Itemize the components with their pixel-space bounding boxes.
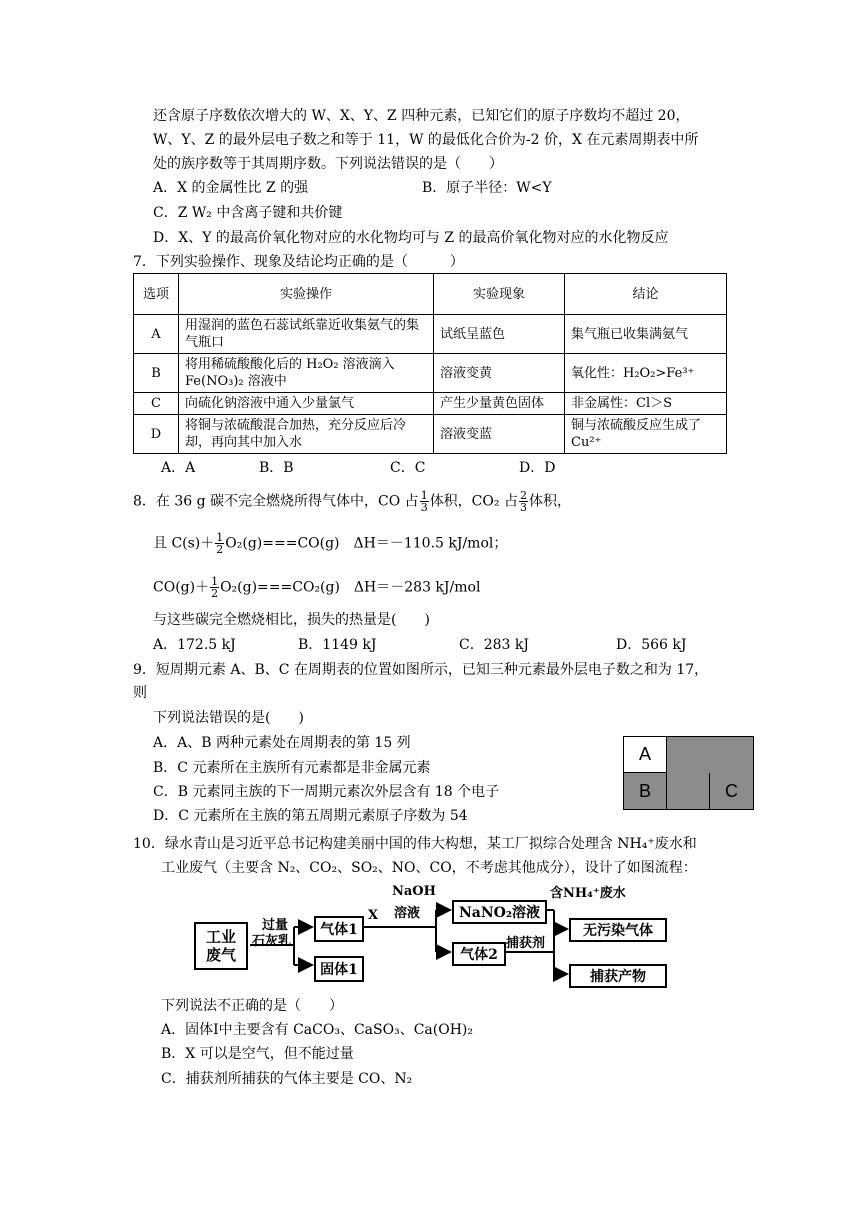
table-header-row (134, 274, 727, 315)
fraction (210, 576, 219, 599)
q10-option-c: C．捕获剂所捕获的气体主要是 CO、N₂ (161, 1071, 413, 1087)
q6-line2: W、Y、Z 的最外层电子数之和等于 11，W 的最低化合价为-2 价，X 在元素周期表中所 (153, 132, 699, 148)
q8-stem (133, 490, 571, 513)
q9-stem-line1: 9．短周期元素 A、B、C 在周期表的位置如图所示，已知三种元素最外层电子数之和为 17， (133, 662, 709, 678)
cell-conclusion: 集气瓶已收集满氨气 (565, 315, 727, 354)
cell-b: B (624, 773, 667, 809)
q6-option-c: C．Z W₂ 中含离子键和共价键 (153, 205, 343, 221)
q7-answer-b: B．B (259, 460, 294, 476)
cell-conclusion: 氧化性：H₂O₂>Fe³⁺ (565, 354, 727, 393)
lime-label-top: 过量 (262, 918, 289, 933)
fraction-numerator: 1 (216, 531, 224, 544)
fraction-denominator: 2 (216, 543, 224, 556)
q10-option-a: A．固体Ⅰ中主要含有 CaCO₃、CaSO₃、Ca(OH)₂ (161, 1022, 473, 1038)
capture-agent-label: 捕获剂 (506, 936, 546, 951)
table-row (134, 415, 727, 454)
cell-phenomenon: 产生少量黄色固体 (434, 393, 565, 415)
q6-line1: 还含原子序数依次增大的 W、X、Y、Z 四种元素，已知它们的原子序数均不超过 20， (153, 108, 690, 124)
equation-text: CO(g)＋ (153, 579, 210, 596)
table-row (134, 354, 727, 393)
q6-line3: 处的族序数等于其周期序数。下列说法错误的是（ ） (153, 156, 503, 172)
q8-stem-text: 体积， (528, 493, 571, 510)
waste-gas-box: 工业 废气 (194, 922, 248, 970)
fraction-denominator: 3 (420, 501, 428, 514)
fraction-numerator: 1 (420, 489, 428, 502)
cell-option: D (134, 415, 179, 454)
col-header: 实验操作 (179, 274, 434, 315)
q6-option-d: D．X、Y 的最高价氧化物对应的水化物均可与 Z 的最高价氧化物对应的水化物反应 (153, 230, 669, 246)
fraction-denominator: 2 (211, 587, 219, 600)
naoh-label-top: NaOH (392, 884, 436, 899)
cell-a: A (624, 737, 667, 773)
nano2-solution-box: NaNO₂溶液 (452, 900, 547, 924)
cell-operation: 将铜与浓硫酸混合加热，充分反应后冷却，再向其中加入水 (179, 415, 434, 454)
fraction (215, 532, 224, 555)
cell-phenomenon: 溶液变蓝 (434, 415, 565, 454)
q8-answer-c: C．283 kJ (459, 637, 529, 653)
table-row (134, 315, 727, 354)
q9-option-b: B．C 元素所在主族所有元素都是非金属元素 (153, 760, 431, 776)
q7-answer-d: D．D (519, 460, 556, 476)
fraction-numerator: 2 (519, 489, 527, 502)
fraction (519, 490, 528, 513)
q8-equation-1 (153, 532, 507, 555)
q7-answer-a: A．A (161, 460, 196, 476)
q6-option-b: B．原子半径：W<Y (422, 180, 552, 196)
equation-text: O₂(g)===CO(g) ΔH＝－110.5 kJ/mol； (225, 535, 508, 552)
table-row (134, 393, 727, 415)
q7-table (133, 273, 727, 454)
cell-phenomenon: 溶液变黄 (434, 354, 565, 393)
q8-answer-d: D．566 kJ (616, 637, 687, 653)
q6-option-a: A．X 的金属性比 Z 的强 (153, 180, 309, 196)
q10-option-b: B．X 可以是空气，但不能过量 (161, 1046, 354, 1062)
cell-option: C (134, 393, 179, 415)
q9-option-a: A．A、B 两种元素处在周期表的第 15 列 (153, 735, 411, 751)
naoh-label-bottom: 溶液 (394, 906, 421, 921)
equation-text: O₂(g)===CO₂(g) ΔH＝－283 kJ/mol (220, 579, 481, 596)
q8-stem-text: 体积，CO₂ 占 (429, 493, 518, 510)
q8-equation-2 (153, 576, 480, 599)
q10-stem-line1: 10．绿水青山是习近平总书记构建美丽中国的伟大构想，某工厂拟综合处理含 NH₄⁺废水和 (133, 836, 697, 852)
q10-ask: 下列说法不正确的是（ ） (161, 998, 343, 1014)
fraction-numerator: 1 (211, 575, 219, 588)
q9-ask: 下列说法错误的是( ) (153, 710, 304, 726)
col-header: 实验现象 (434, 274, 565, 315)
equation-text: 且 C(s)＋ (153, 535, 215, 552)
cell-operation: 将用稀硫酸酸化后的 H₂O₂ 溶液滴入 Fe(NO₃)₂ 溶液中 (179, 354, 434, 393)
capture-product-box: 捕获产物 (569, 964, 667, 988)
fraction-denominator: 3 (519, 501, 527, 514)
q7-stem: 7．下列实验操作、现象及结论均正确的是（ ） (133, 254, 464, 270)
cell-phenomenon: 试纸呈蓝色 (434, 315, 565, 354)
q8-stem-text: 8．在 36 g 碳不完全燃烧所得气体中，CO 占 (133, 493, 419, 510)
col-header: 结论 (565, 274, 727, 315)
fraction (420, 490, 429, 513)
gas1-box: 气体1 (314, 916, 364, 942)
periodic-table-fragment (623, 736, 754, 810)
cell-option: B (134, 354, 179, 393)
cell-conclusion: 非金属性：Cl＞S (565, 393, 727, 415)
cell-option: A (134, 315, 179, 354)
q8-answer-a: A．172.5 kJ (153, 637, 236, 653)
lime-label-bottom: 石灰乳 (252, 934, 292, 949)
cell-shaded (667, 737, 753, 773)
gas2-box: 气体2 (452, 942, 506, 966)
cell-conclusion: 铜与浓硫酸反应生成了 Cu²⁺ (565, 415, 727, 454)
q9-option-c: C．B 元素同主族的下一周期元素次外层含有 18 个电子 (153, 784, 500, 800)
col-header: 选项 (134, 274, 179, 315)
solid1-box: 固体1 (314, 956, 364, 982)
q8-answer-b: B．1149 kJ (298, 637, 377, 653)
x-label: X (368, 908, 379, 923)
q9-stem-line2: 则 (133, 685, 147, 701)
q8-ask: 与这些碳完全燃烧相比，损失的热量是( ) (153, 612, 430, 628)
cell-shaded (667, 773, 710, 809)
cell-operation: 用湿润的蓝色石蕊试纸靠近收集氨气的集气瓶口 (179, 315, 434, 354)
cell-operation: 向硫化钠溶液中通入少量氯气 (179, 393, 434, 415)
clean-gas-box: 无污染气体 (569, 918, 667, 942)
q10-stem-line2: 工业废气（主要含 N₂、CO₂、SO₂、NO、CO，不考虑其他成分），设计了如图流程： (161, 860, 697, 876)
cell-c: C (710, 773, 753, 809)
nh4-wastewater-label: 含NH₄⁺废水 (550, 886, 626, 901)
q7-answer-c: C．C (390, 460, 426, 476)
q9-option-d: D．C 元素所在主族的第五周期元素原子序数为 54 (153, 808, 468, 824)
